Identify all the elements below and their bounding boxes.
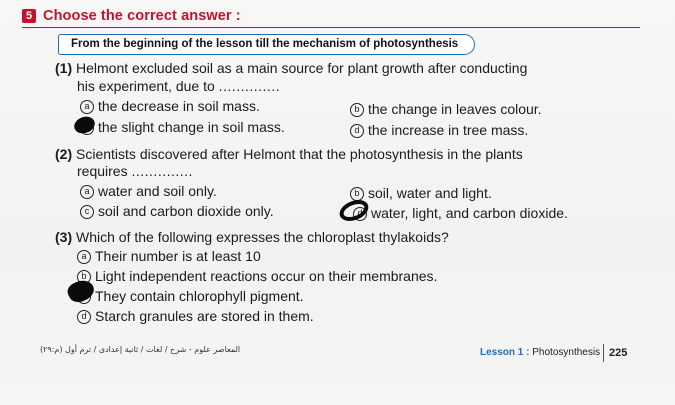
page-number: 225 bbox=[609, 347, 628, 359]
option-a-circle-icon: a bbox=[77, 250, 91, 264]
question-number-badge: 5 bbox=[22, 9, 36, 23]
scope-subtitle: From the beginning of the lesson till the mechanism of photosynthesis bbox=[58, 34, 475, 55]
q1-option-a-text: the decrease in soil mass. bbox=[98, 98, 260, 114]
q2-option-a-text: water and soil only. bbox=[98, 183, 217, 199]
footer-arabic-credit: المعاصر علوم - شرح / لغات / ثانية إعدادى / ترم أول (م:٢٩) bbox=[40, 345, 241, 354]
question-1-line1: Helmont excluded soil as a main source for plant growth after conducting bbox=[76, 60, 528, 76]
footer-lesson bbox=[480, 347, 600, 358]
q3-option-b[interactable] bbox=[77, 268, 437, 285]
question-2-line2: requires bbox=[77, 163, 128, 179]
option-c-circle-icon: c bbox=[80, 205, 94, 219]
option-b-circle-icon: b bbox=[77, 270, 91, 284]
question-3-line1: Which of the following expresses the chloroplast thylakoids? bbox=[76, 229, 449, 245]
q2-option-c-text: soil and carbon dioxide only. bbox=[98, 203, 274, 219]
header-divider bbox=[22, 27, 640, 28]
option-d-circle-icon: d bbox=[77, 310, 91, 324]
option-d-circle-icon: d bbox=[353, 207, 367, 221]
q1-option-b-text: the change in leaves colour. bbox=[368, 101, 542, 117]
option-a-circle-icon: a bbox=[80, 185, 94, 199]
footer-lesson-label: Lesson 1 : bbox=[480, 347, 530, 358]
question-1-line2-row bbox=[77, 77, 280, 95]
question-1-line2: his experiment, due to bbox=[77, 78, 215, 94]
question-1-blank: .............. bbox=[218, 78, 281, 94]
q2-option-b[interactable] bbox=[350, 185, 492, 202]
section-header bbox=[22, 8, 241, 24]
q1-option-b[interactable] bbox=[350, 101, 542, 118]
option-a-circle-icon: a bbox=[80, 100, 94, 114]
q1-option-d[interactable] bbox=[350, 122, 528, 139]
q1-option-c[interactable] bbox=[80, 119, 285, 136]
option-d-circle-icon: d bbox=[350, 124, 364, 138]
q3-option-c[interactable] bbox=[77, 288, 304, 305]
question-1-number: (1) bbox=[55, 60, 73, 76]
q3-option-d-text: Starch granules are stored in them. bbox=[95, 308, 314, 324]
question-2-blank: .............. bbox=[131, 163, 193, 179]
question-2-line2-row bbox=[77, 162, 193, 180]
question-2 bbox=[55, 145, 645, 163]
option-b-circle-icon: b bbox=[350, 103, 364, 117]
q1-option-c-text: the slight change in soil mass. bbox=[98, 119, 285, 135]
q2-option-b-text: soil, water and light. bbox=[368, 185, 492, 201]
q2-option-d-text: water, light, and carbon dioxide. bbox=[371, 205, 568, 221]
question-3 bbox=[55, 228, 645, 246]
q1-option-a[interactable] bbox=[80, 98, 260, 115]
option-b-circle-icon: b bbox=[350, 187, 364, 201]
footer-lesson-title: Photosynthesis bbox=[532, 347, 601, 358]
q1-option-d-text: the increase in tree mass. bbox=[368, 122, 529, 138]
q2-option-a[interactable] bbox=[80, 183, 217, 200]
question-3-number: (3) bbox=[55, 229, 73, 245]
q3-option-a-text: Their number is at least 10 bbox=[95, 248, 261, 264]
question-2-number: (2) bbox=[55, 146, 73, 162]
question-1 bbox=[55, 59, 645, 77]
q3-option-d[interactable] bbox=[77, 308, 314, 325]
q3-option-c-text: They contain chlorophyll pigment. bbox=[95, 288, 304, 304]
q2-option-d[interactable] bbox=[353, 205, 568, 222]
question-2-line1: Scientists discovered after Helmont that the photosynthesis in the plants bbox=[76, 146, 523, 162]
q3-option-b-text: Light independent reactions occur on their membranes. bbox=[95, 268, 438, 284]
section-title: Choose the correct answer : bbox=[43, 8, 241, 24]
q2-option-c[interactable] bbox=[80, 203, 274, 220]
q3-option-a[interactable] bbox=[77, 248, 261, 265]
footer-divider bbox=[603, 344, 604, 362]
